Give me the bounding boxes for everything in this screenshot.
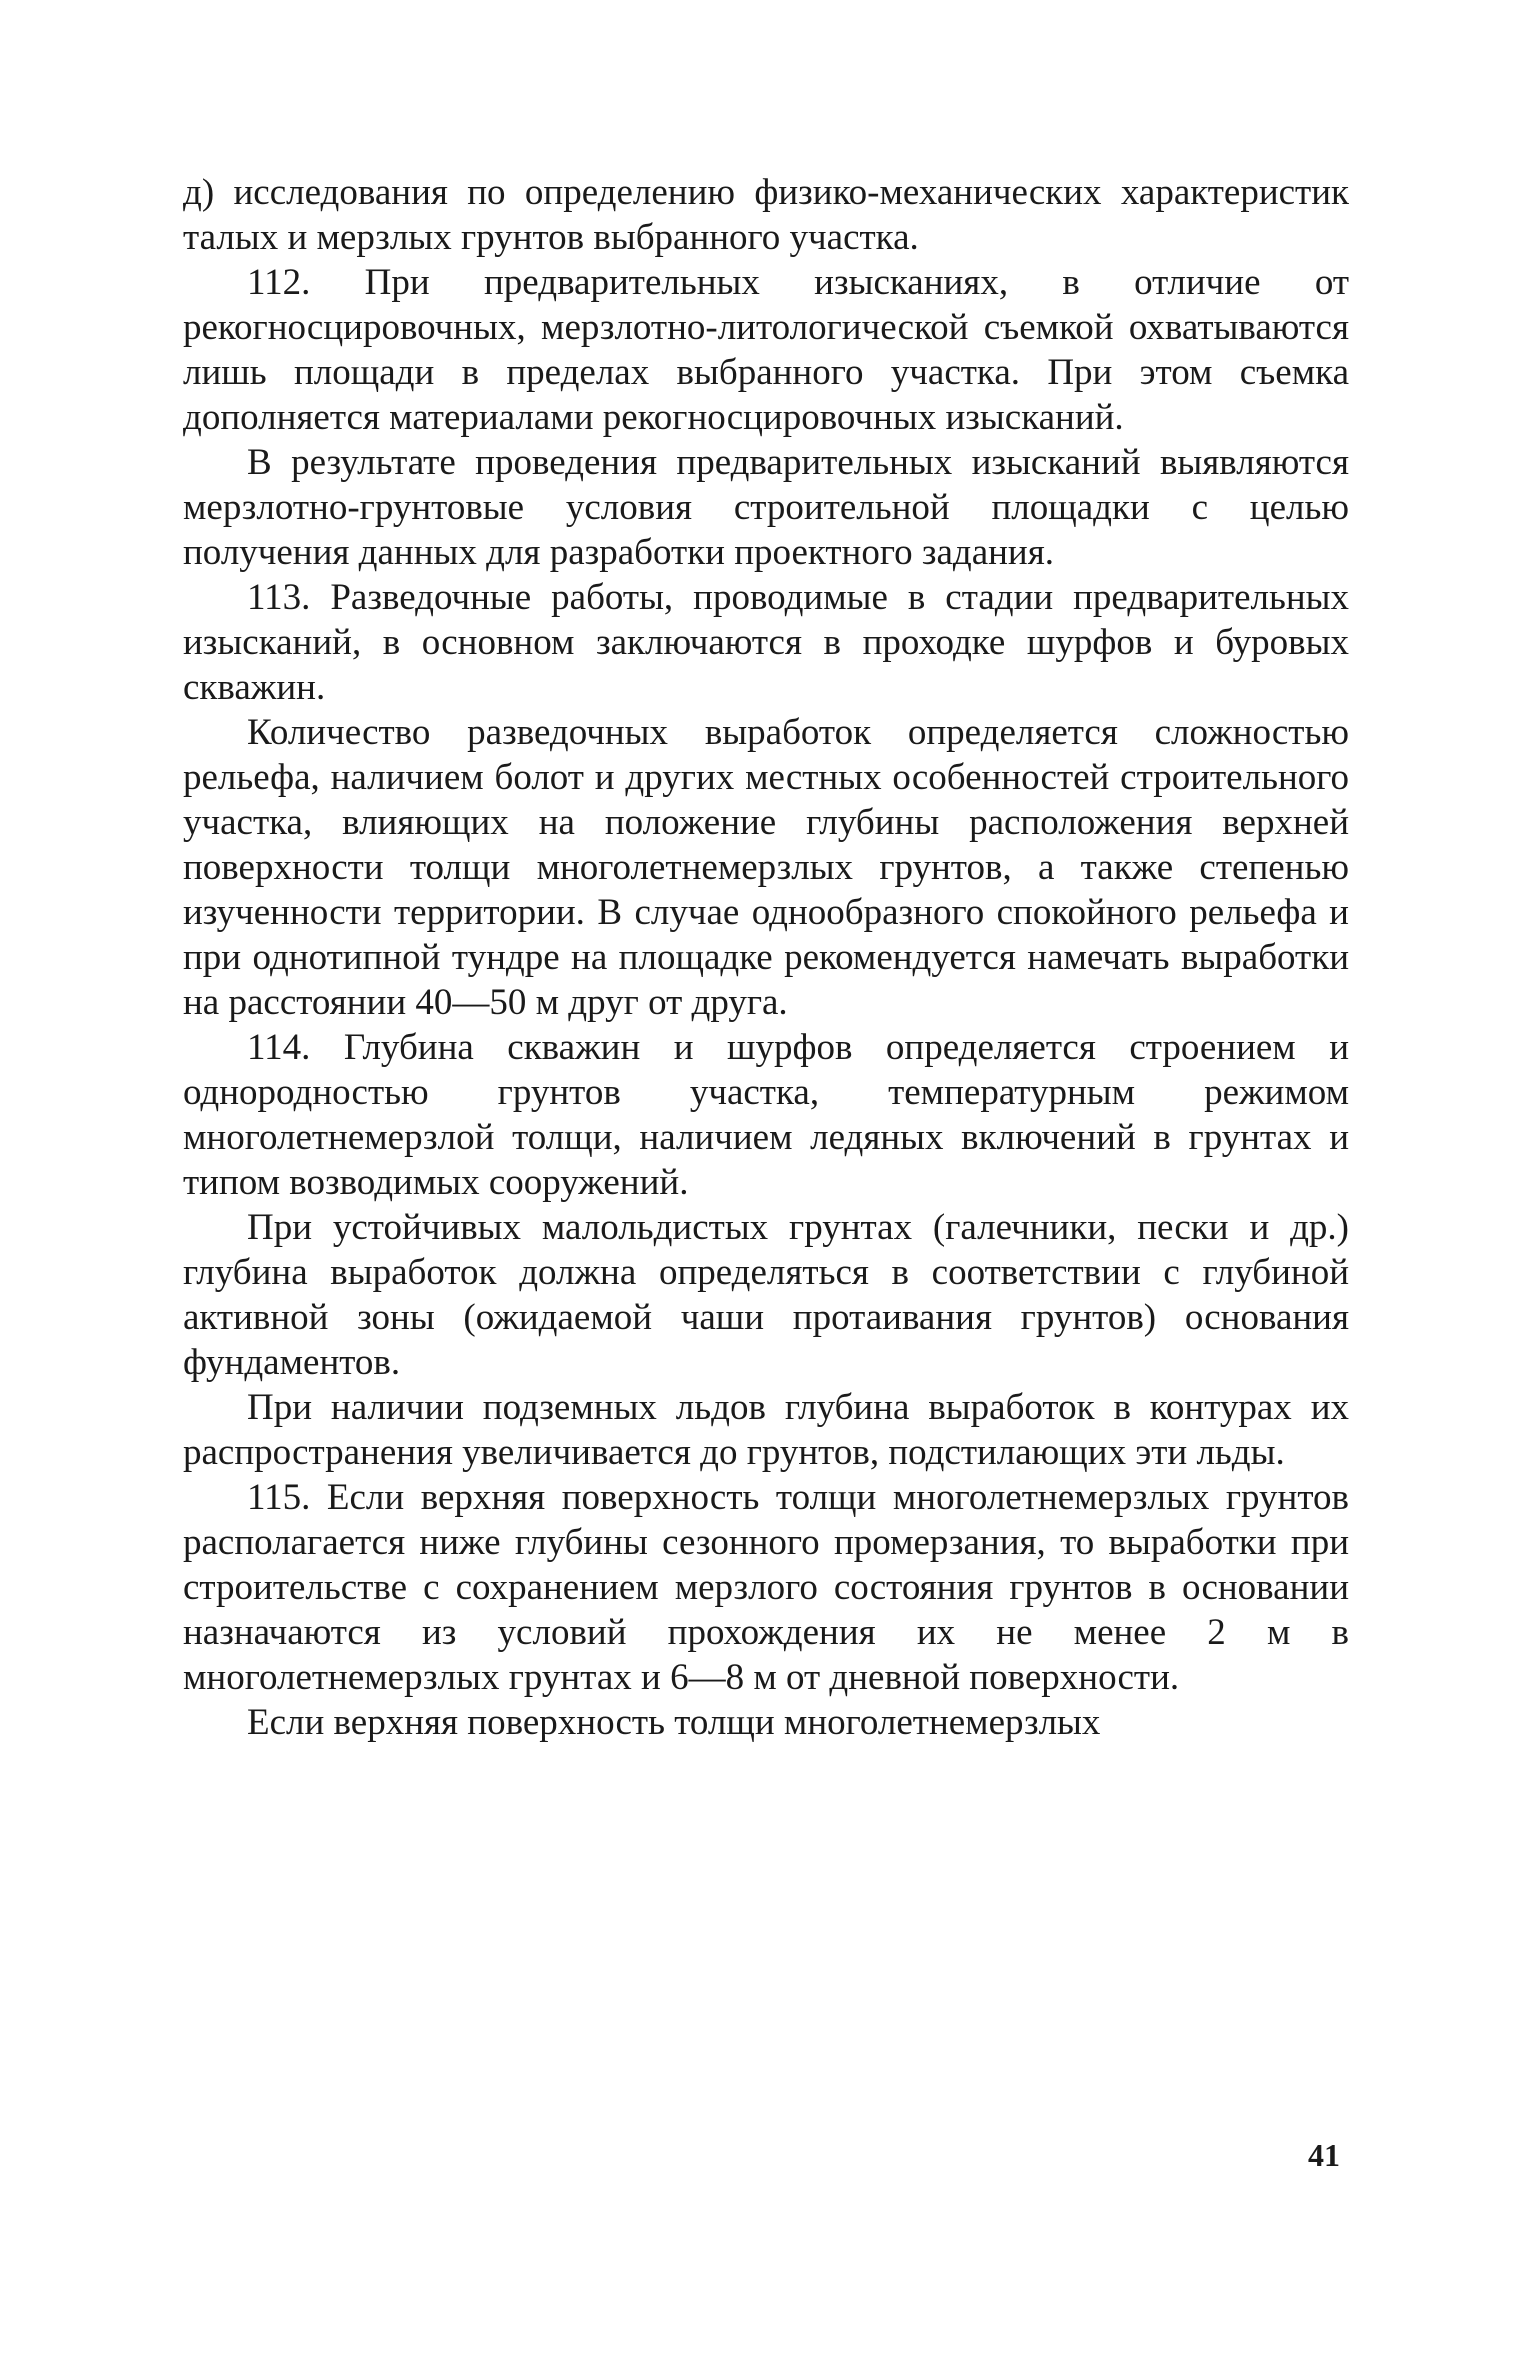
paragraph-stable-soils: При устойчивых малольдистых грунтах (галечники, пески и др.) глубина выработок должна определяться в соответствии с глубиной активной зоны (ожидаемой чаши протаивания грунтов) основания фундаментов. [183,1207,1349,1383]
paragraph-quantity: Количество разведочных выработок определяется сложностью рельефа, наличием болот и других местных особенностей строительного участка, влияющих на положение глубины расположения верхней поверхности толщи многолетнемерзлых грунтов, а также степенью изученности территории. В случае однообразного спокойного рельефа и при однотипной тундре на площадке рекомендуется намечать выработки на расстоянии 40—50 м друг от друга. [183,712,1349,1023]
paragraph-underground-ice: При наличии подземных льдов глубина выработок в контурах их распространения увеличивается до грунтов, подстилающих эти льды. [183,1387,1349,1473]
page-number: 41 [1308,2137,1340,2173]
paragraph-item-d: д) исследования по определению физико-механических характеристик талых и мерзлых грунтов выбранного участка. [183,172,1349,258]
paragraph-115: 115. Если верхняя поверхность толщи многолетнемерзлых грунтов располагается ниже глубины сезонного промерзания, то выработки при строительстве с сохранением мерзлого состояния грунтов в основании назначаются из условий прохождения их не менее 2 м в многолетнемерзлых грунтах и 6—8 м от дневной поверхности. [183,1477,1349,1698]
paragraph-114: 114. Глубина скважин и шурфов определяется строением и однородностью грунтов участка, температурным режимом многолетнемерзлой толщи, наличием ледяных включений в грунтах и типом возводимых сооружений. [183,1027,1349,1203]
page-body [183,170,1349,2220]
paragraph-113: 113. Разведочные работы, проводимые в стадии предварительных изысканий, в основном заключаются в проходке шурфов и буровых скважин. [183,577,1349,708]
paragraph-112: 112. При предварительных изысканиях, в отличие от рекогносцировочных, мерзлотно-литологической съемкой охватываются лишь площади в пределах выбранного участка. При этом съемка дополняется материалами рекогносцировочных изысканий. [183,262,1349,438]
paragraph-continued: Если верхняя поверхность толщи многолетнемерзлых [247,1702,1101,1743]
paragraph-results: В результате проведения предварительных изысканий выявляются мерзлотно-грунтовые условия строительной площадки с целью получения данных для разработки проектного задания. [183,442,1349,573]
